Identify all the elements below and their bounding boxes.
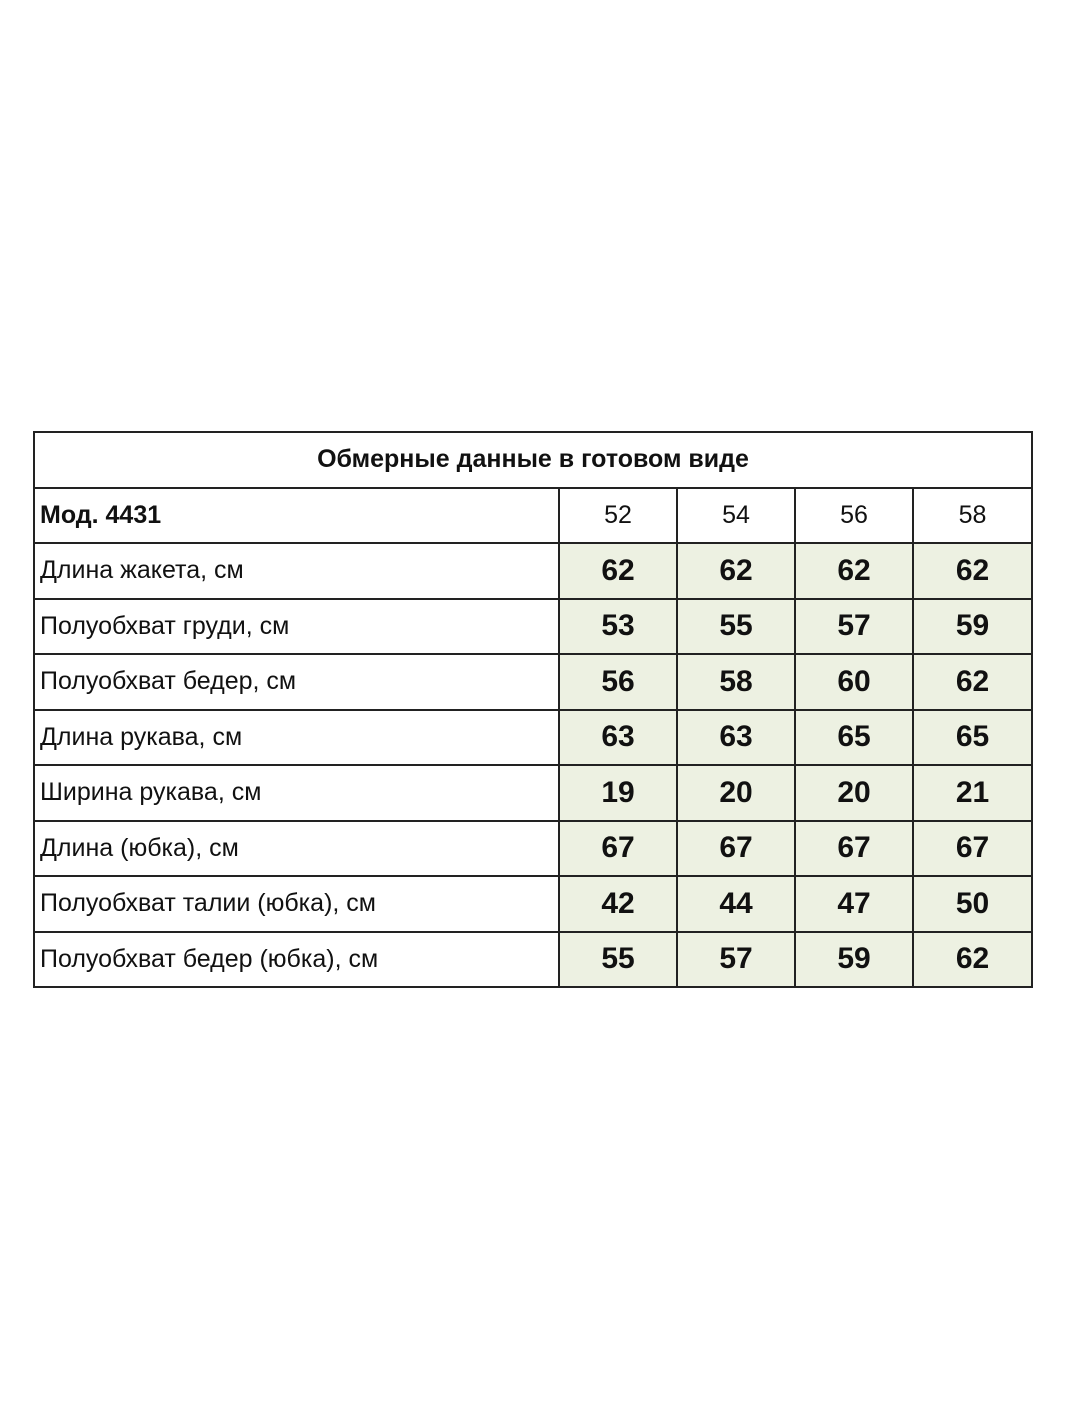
measurement-value: 62	[913, 932, 1032, 988]
measurement-value: 57	[677, 932, 795, 988]
measurement-value: 55	[559, 932, 677, 988]
measurement-value: 20	[677, 765, 795, 821]
measurement-value: 57	[795, 599, 913, 655]
measurement-value: 59	[913, 599, 1032, 655]
measurement-value: 59	[795, 932, 913, 988]
table-row	[34, 599, 1032, 655]
measurement-label: Длина (юбка), см	[34, 821, 559, 877]
table-title-row	[34, 432, 1032, 488]
measurement-value: 67	[559, 821, 677, 877]
table-row	[34, 765, 1032, 821]
measurement-value: 63	[559, 710, 677, 766]
size-header: 52	[559, 488, 677, 544]
measurement-value: 67	[795, 821, 913, 877]
measurement-value: 21	[913, 765, 1032, 821]
measurement-value: 62	[677, 543, 795, 599]
measurement-value: 63	[677, 710, 795, 766]
measurement-value: 62	[913, 654, 1032, 710]
table-row	[34, 932, 1032, 988]
measurement-value: 50	[913, 876, 1032, 932]
size-header: 56	[795, 488, 913, 544]
table-row	[34, 821, 1032, 877]
measurement-label: Длина жакета, см	[34, 543, 559, 599]
measurement-value: 44	[677, 876, 795, 932]
table-row	[34, 710, 1032, 766]
measurement-value: 53	[559, 599, 677, 655]
table-row	[34, 654, 1032, 710]
measurement-label: Ширина рукава, см	[34, 765, 559, 821]
table-title: Обмерные данные в готовом виде	[34, 432, 1032, 488]
measurement-value: 62	[559, 543, 677, 599]
measurement-value: 42	[559, 876, 677, 932]
measurement-value: 65	[913, 710, 1032, 766]
measurement-value: 67	[677, 821, 795, 877]
table-header-row	[34, 488, 1032, 544]
size-header: 58	[913, 488, 1032, 544]
measurement-label: Полуобхват бедер, см	[34, 654, 559, 710]
measurement-value: 62	[795, 543, 913, 599]
measurement-label: Длина рукава, см	[34, 710, 559, 766]
measurement-value: 20	[795, 765, 913, 821]
size-header: 54	[677, 488, 795, 544]
measurement-value: 65	[795, 710, 913, 766]
measurement-value: 47	[795, 876, 913, 932]
model-label: Мод. 4431	[34, 488, 559, 544]
measurement-value: 56	[559, 654, 677, 710]
measurement-value: 58	[677, 654, 795, 710]
measurement-value: 19	[559, 765, 677, 821]
table-row	[34, 543, 1032, 599]
measurement-value: 60	[795, 654, 913, 710]
measurement-value: 62	[913, 543, 1032, 599]
measurement-value: 55	[677, 599, 795, 655]
measurement-label: Полуобхват талии (юбка), см	[34, 876, 559, 932]
measurement-label: Полуобхват бедер (юбка), см	[34, 932, 559, 988]
measurements-table	[33, 431, 1033, 988]
measurement-value: 67	[913, 821, 1032, 877]
table-row	[34, 876, 1032, 932]
measurement-label: Полуобхват груди, см	[34, 599, 559, 655]
